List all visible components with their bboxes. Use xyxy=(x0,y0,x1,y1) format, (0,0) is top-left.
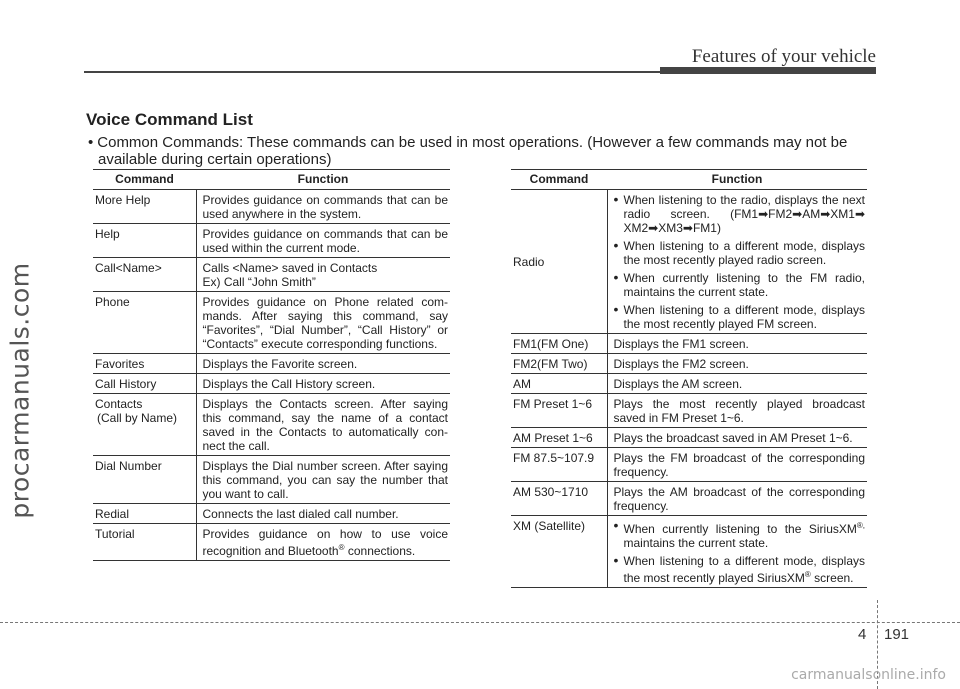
table-row xyxy=(93,354,450,374)
table-row xyxy=(511,516,867,588)
chapter-number: 4 xyxy=(858,626,867,643)
command-cell: Call History xyxy=(93,374,196,394)
function-cell xyxy=(607,190,867,334)
list-item xyxy=(614,554,866,585)
table-row xyxy=(511,334,867,354)
registered-mark: ®, xyxy=(856,521,865,530)
list-item: • When listening to a different mode, displays the most recently played FM screen. xyxy=(614,303,866,331)
function-text: Provides guidance on how to use voice recognition and Bluetooth xyxy=(202,527,448,558)
function-cell xyxy=(196,524,450,561)
footer-rule xyxy=(0,622,960,623)
command-cell: FM2(FM Two) xyxy=(511,354,607,374)
command-line-1: Contacts xyxy=(95,397,143,411)
function-cell: Provides guidance on Phone related com-mands. After saying this command, say “Favorites”, “Dial Number”, “Call History” or “Contacts” execute corresponding functions. xyxy=(196,292,450,354)
command-cell: Favorites xyxy=(93,354,196,374)
table-row xyxy=(93,190,450,224)
function-list xyxy=(614,193,866,331)
list-item xyxy=(614,519,866,550)
function-cell: Displays the Dial number screen. After saying this command, you can say the number that you want to call. xyxy=(196,456,450,504)
function-line-2: Ex) Call “John Smith” xyxy=(202,275,316,289)
function-cell: Displays the FM1 screen. xyxy=(607,334,867,354)
command-cell: FM 87.5~107.9 xyxy=(511,448,607,482)
table-row xyxy=(93,504,450,524)
column-header-command: Command xyxy=(93,170,196,190)
function-cell xyxy=(607,516,867,588)
function-cell: Plays the most recently played broadcast saved in FM Preset 1~6. xyxy=(607,394,867,428)
table-row xyxy=(511,448,867,482)
page-number: 191 xyxy=(884,626,910,643)
command-cell: FM Preset 1~6 xyxy=(511,394,607,428)
command-cell: Redial xyxy=(93,504,196,524)
command-cell: Radio xyxy=(511,190,607,334)
table-header-row xyxy=(93,170,450,190)
table-row xyxy=(511,374,867,394)
function-text-end: connections. xyxy=(344,544,416,558)
command-line-2: (Call by Name) xyxy=(97,411,178,425)
table-row xyxy=(93,224,450,258)
intro-line-1: Common Commands: These commands can be used in most operations. (However a few commands may not be xyxy=(97,134,848,151)
function-cell: Plays the broadcast saved in AM Preset 1~6. xyxy=(607,428,867,448)
function-cell: Displays the Call History screen. xyxy=(196,374,450,394)
list-item: • When currently listening to the FM radio, maintains the current state. xyxy=(614,271,866,299)
table-row xyxy=(511,394,867,428)
xm-item-1-end: maintains the current state. xyxy=(623,536,769,550)
table-row xyxy=(93,394,450,456)
command-cell: More Help xyxy=(93,190,196,224)
column-header-function: Function xyxy=(196,170,450,190)
command-cell xyxy=(93,394,196,456)
intro-paragraph xyxy=(88,134,880,168)
table-row xyxy=(511,428,867,448)
command-cell: AM Preset 1~6 xyxy=(511,428,607,448)
command-cell: Dial Number xyxy=(93,456,196,504)
command-cell: AM 530~1710 xyxy=(511,482,607,516)
function-cell: Displays the FM2 screen. xyxy=(607,354,867,374)
list-item: • When listening to the radio, displays the next radio screen. (FM1➡FM2➡AM➡XM1➡ XM2➡XM3➡FM1) xyxy=(614,193,866,235)
function-cell: Plays the AM broadcast of the corresponding frequency. xyxy=(607,482,867,516)
column-header-function: Function xyxy=(607,170,867,190)
command-cell: Call<Name> xyxy=(93,258,196,292)
side-watermark xyxy=(4,200,36,580)
intro-line-2: available during certain operations) xyxy=(98,151,332,168)
function-cell: Displays the Favorite screen. xyxy=(196,354,450,374)
table-row xyxy=(511,190,867,334)
table-row xyxy=(93,258,450,292)
command-cell: Tutorial xyxy=(93,524,196,561)
command-cell: FM1(FM One) xyxy=(511,334,607,354)
section-title: Voice Command List xyxy=(86,110,253,129)
registered-mark: ® xyxy=(804,570,811,579)
bottom-watermark: carmanualsonline.info xyxy=(791,667,946,683)
header-rule xyxy=(84,71,876,73)
xm-item-2-text: When listening to a different mode, displays the most recently played SiriusXM xyxy=(623,554,865,585)
table-row xyxy=(93,456,450,504)
command-cell: AM xyxy=(511,374,607,394)
radio-commands-table xyxy=(511,169,867,588)
registered-mark: ® xyxy=(338,543,345,552)
xm-item-2-end: screen. xyxy=(810,571,854,585)
command-cell: Help xyxy=(93,224,196,258)
header-title: Features of your vehicle xyxy=(691,46,876,67)
command-cell: Phone xyxy=(93,292,196,354)
table-row xyxy=(93,374,450,394)
function-cell xyxy=(196,258,450,292)
side-watermark-text: procarmanuals.com xyxy=(5,261,35,519)
list-item: • When listening to a different mode, displays the most recently played radio screen. xyxy=(614,239,866,267)
function-line-1: Calls <Name> saved in Contacts xyxy=(202,261,378,275)
function-cell: Displays the Contacts screen. After saying this command, say the name of a contact saved in the Contacts to automatically con-nect the call. xyxy=(196,394,450,456)
xm-item-1-text: When currently listening to the SiriusXM xyxy=(623,522,857,536)
function-cell: Connects the last dialed call number. xyxy=(196,504,450,524)
function-cell: Plays the FM broadcast of the corresponding frequency. xyxy=(607,448,867,482)
function-cell: Provides guidance on commands that can be used anywhere in the system. xyxy=(196,190,450,224)
table-row xyxy=(93,524,450,561)
intro-bullet: • xyxy=(88,134,94,151)
table-row xyxy=(511,482,867,516)
column-header-command: Command xyxy=(511,170,607,190)
function-cell: Provides guidance on commands that can be used within the current mode. xyxy=(196,224,450,258)
function-cell: Displays the AM screen. xyxy=(607,374,867,394)
function-list xyxy=(614,519,866,585)
table-row xyxy=(93,292,450,354)
common-commands-table xyxy=(93,169,450,561)
command-cell: XM (Satellite) xyxy=(511,516,607,588)
table-header-row xyxy=(511,170,867,190)
table-row xyxy=(511,354,867,374)
